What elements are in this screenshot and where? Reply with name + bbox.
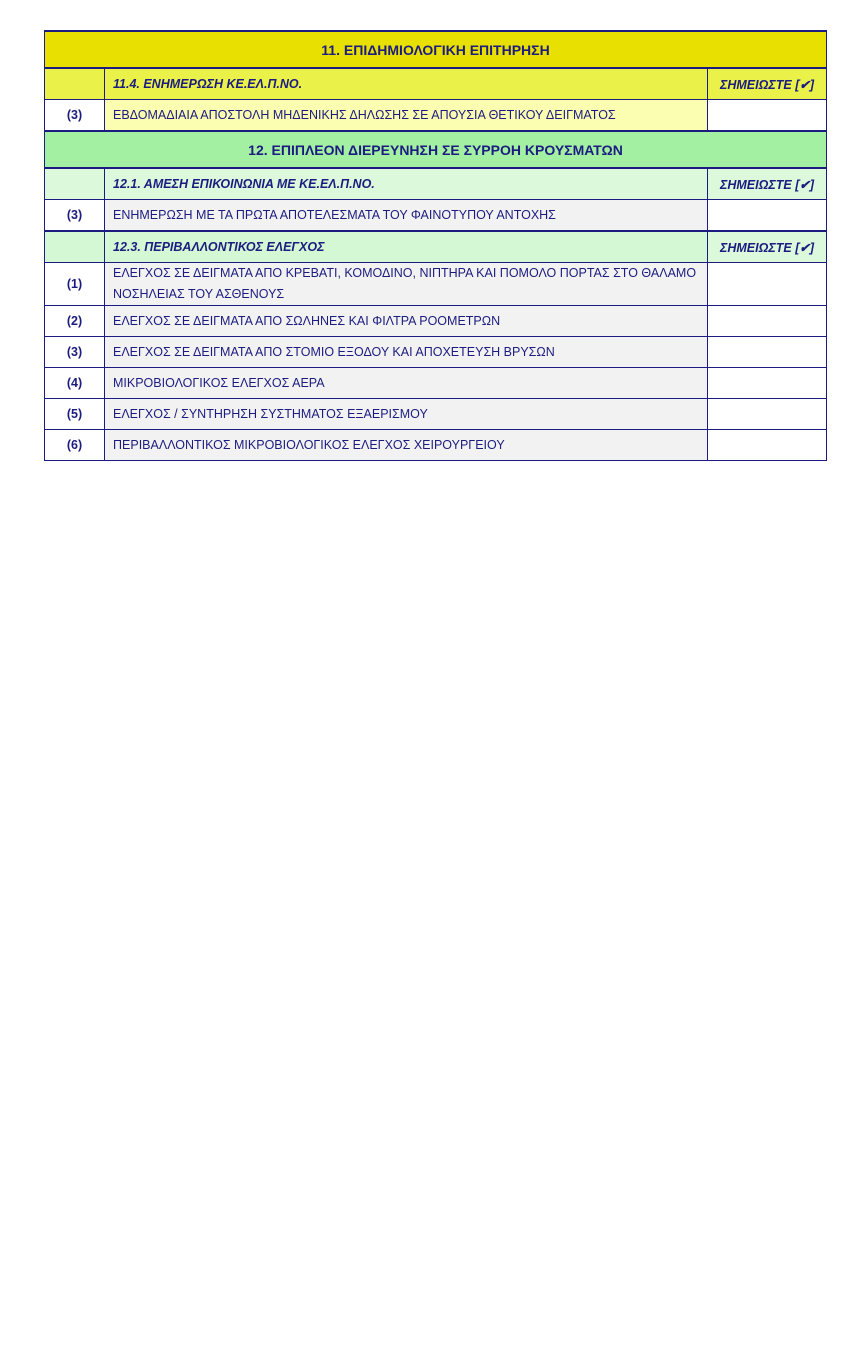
- subsection-title: 11.4. ΕΝΗΜΕΡΩΣΗ ΚΕ.ΕΛ.Π.ΝΟ.: [105, 68, 708, 100]
- checklist-row: [45, 100, 827, 132]
- checklist-row: [45, 368, 827, 399]
- item-number: (2): [45, 306, 105, 337]
- mark-checkbox-cell[interactable]: [708, 306, 827, 337]
- checklist-row: [45, 263, 827, 306]
- subsection-title: 12.3. ΠΕΡΙΒΑΛΛΟΝΤΙΚΟΣ ΕΛΕΓΧΟΣ: [105, 231, 708, 263]
- mark-checkbox-cell[interactable]: [708, 337, 827, 368]
- mark-column-label: ΣΗΜΕΙΩΣΤΕ [✔]: [708, 68, 827, 100]
- mark-column-label: ΣΗΜΕΙΩΣΤΕ [✔]: [708, 168, 827, 200]
- section-title: 12. ΕΠΙΠΛΕΟΝ ΔΙΕΡΕΥΝΗΣΗ ΣΕ ΣΥΡΡΟΗ ΚΡΟΥΣΜΑΤΩΝ: [45, 131, 827, 168]
- item-description: ΕΛΕΓΧΟΣ ΣΕ ΔΕΙΓΜΑΤΑ ΑΠΟ ΣΩΛΗΝΕΣ ΚΑΙ ΦΙΛΤΡΑ ΡΟΟΜΕΤΡΩΝ: [105, 306, 708, 337]
- section-title: 11. ΕΠΙΔΗΜΙΟΛΟΓΙΚΗ ΕΠΙΤΗΡΗΣΗ: [45, 31, 827, 68]
- item-description: ΕΛΕΓΧΟΣ ΣΕ ΔΕΙΓΜΑΤΑ ΑΠΟ ΣΤΟΜΙΟ ΕΞΟΔΟΥ ΚΑΙ ΑΠΟΧΕΤΕΥΣΗ ΒΡΥΣΩΝ: [105, 337, 708, 368]
- item-description: ΕΒΔΟΜΑΔΙΑΙΑ ΑΠΟΣΤΟΛΗ ΜΗΔΕΝΙΚΗΣ ΔΗΛΩΣΗΣ ΣΕ ΑΠΟΥΣΙΑ ΘΕΤΙΚΟΥ ΔΕΙΓΜΑΤΟΣ: [105, 100, 708, 132]
- section-11-header: [45, 31, 827, 68]
- checklist-row: [45, 306, 827, 337]
- subsection-12-1-header: [45, 168, 827, 200]
- checklist-row: [45, 200, 827, 232]
- empty-cell: [45, 68, 105, 100]
- checklist-form: [44, 30, 826, 461]
- subsection-11-4-header: [45, 68, 827, 100]
- item-description: ΠΕΡΙΒΑΛΛΟΝΤΙΚΟΣ ΜΙΚΡΟΒΙΟΛΟΓΙΚΟΣ ΕΛΕΓΧΟΣ ΧΕΙΡΟΥΡΓΕΙΟΥ: [105, 430, 708, 461]
- mark-checkbox-cell[interactable]: [708, 200, 827, 232]
- empty-cell: [45, 231, 105, 263]
- item-number: (1): [45, 263, 105, 306]
- item-description: ΕΛΕΓΧΟΣ ΣΕ ΔΕΙΓΜΑΤΑ ΑΠΟ ΚΡΕΒΑΤΙ, ΚΟΜΟΔΙΝΟ, ΝΙΠΤΗΡΑ ΚΑΙ ΠΟΜΟΛΟ ΠΟΡΤΑΣ ΣΤΟ ΘΑΛΑΜΟ ΝΟΣΗΛΕΙΑΣ ΤΟΥ ΑΣΘΕΝΟΥΣ: [105, 263, 708, 306]
- item-number: (5): [45, 399, 105, 430]
- item-number: (3): [45, 100, 105, 132]
- checklist-row: [45, 430, 827, 461]
- item-description: ΜΙΚΡΟΒΙΟΛΟΓΙΚΟΣ ΕΛΕΓΧΟΣ ΑΕΡΑ: [105, 368, 708, 399]
- empty-cell: [45, 168, 105, 200]
- section-12-header: [45, 131, 827, 168]
- checklist-row: [45, 337, 827, 368]
- checklist-row: [45, 399, 827, 430]
- item-description: ΕΝΗΜΕΡΩΣΗ ΜΕ ΤΑ ΠΡΩΤΑ ΑΠΟΤΕΛΕΣΜΑΤΑ ΤΟΥ ΦΑΙΝΟΤΥΠΟΥ ΑΝΤΟΧΗΣ: [105, 200, 708, 232]
- mark-checkbox-cell[interactable]: [708, 100, 827, 132]
- item-number: (4): [45, 368, 105, 399]
- subsection-12-3-header: [45, 231, 827, 263]
- item-number: (3): [45, 337, 105, 368]
- item-number: (6): [45, 430, 105, 461]
- mark-checkbox-cell[interactable]: [708, 263, 827, 306]
- subsection-title: 12.1. ΑΜΕΣΗ ΕΠΙΚΟΙΝΩΝΙΑ ΜΕ ΚΕ.ΕΛ.Π.ΝΟ.: [105, 168, 708, 200]
- checklist-table: [44, 30, 827, 461]
- mark-column-label: ΣΗΜΕΙΩΣΤΕ [✔]: [708, 231, 827, 263]
- mark-checkbox-cell[interactable]: [708, 399, 827, 430]
- mark-checkbox-cell[interactable]: [708, 368, 827, 399]
- item-number: (3): [45, 200, 105, 232]
- mark-checkbox-cell[interactable]: [708, 430, 827, 461]
- item-description: ΕΛΕΓΧΟΣ / ΣΥΝΤΗΡΗΣΗ ΣΥΣΤΗΜΑΤΟΣ ΕΞΑΕΡΙΣΜΟΥ: [105, 399, 708, 430]
